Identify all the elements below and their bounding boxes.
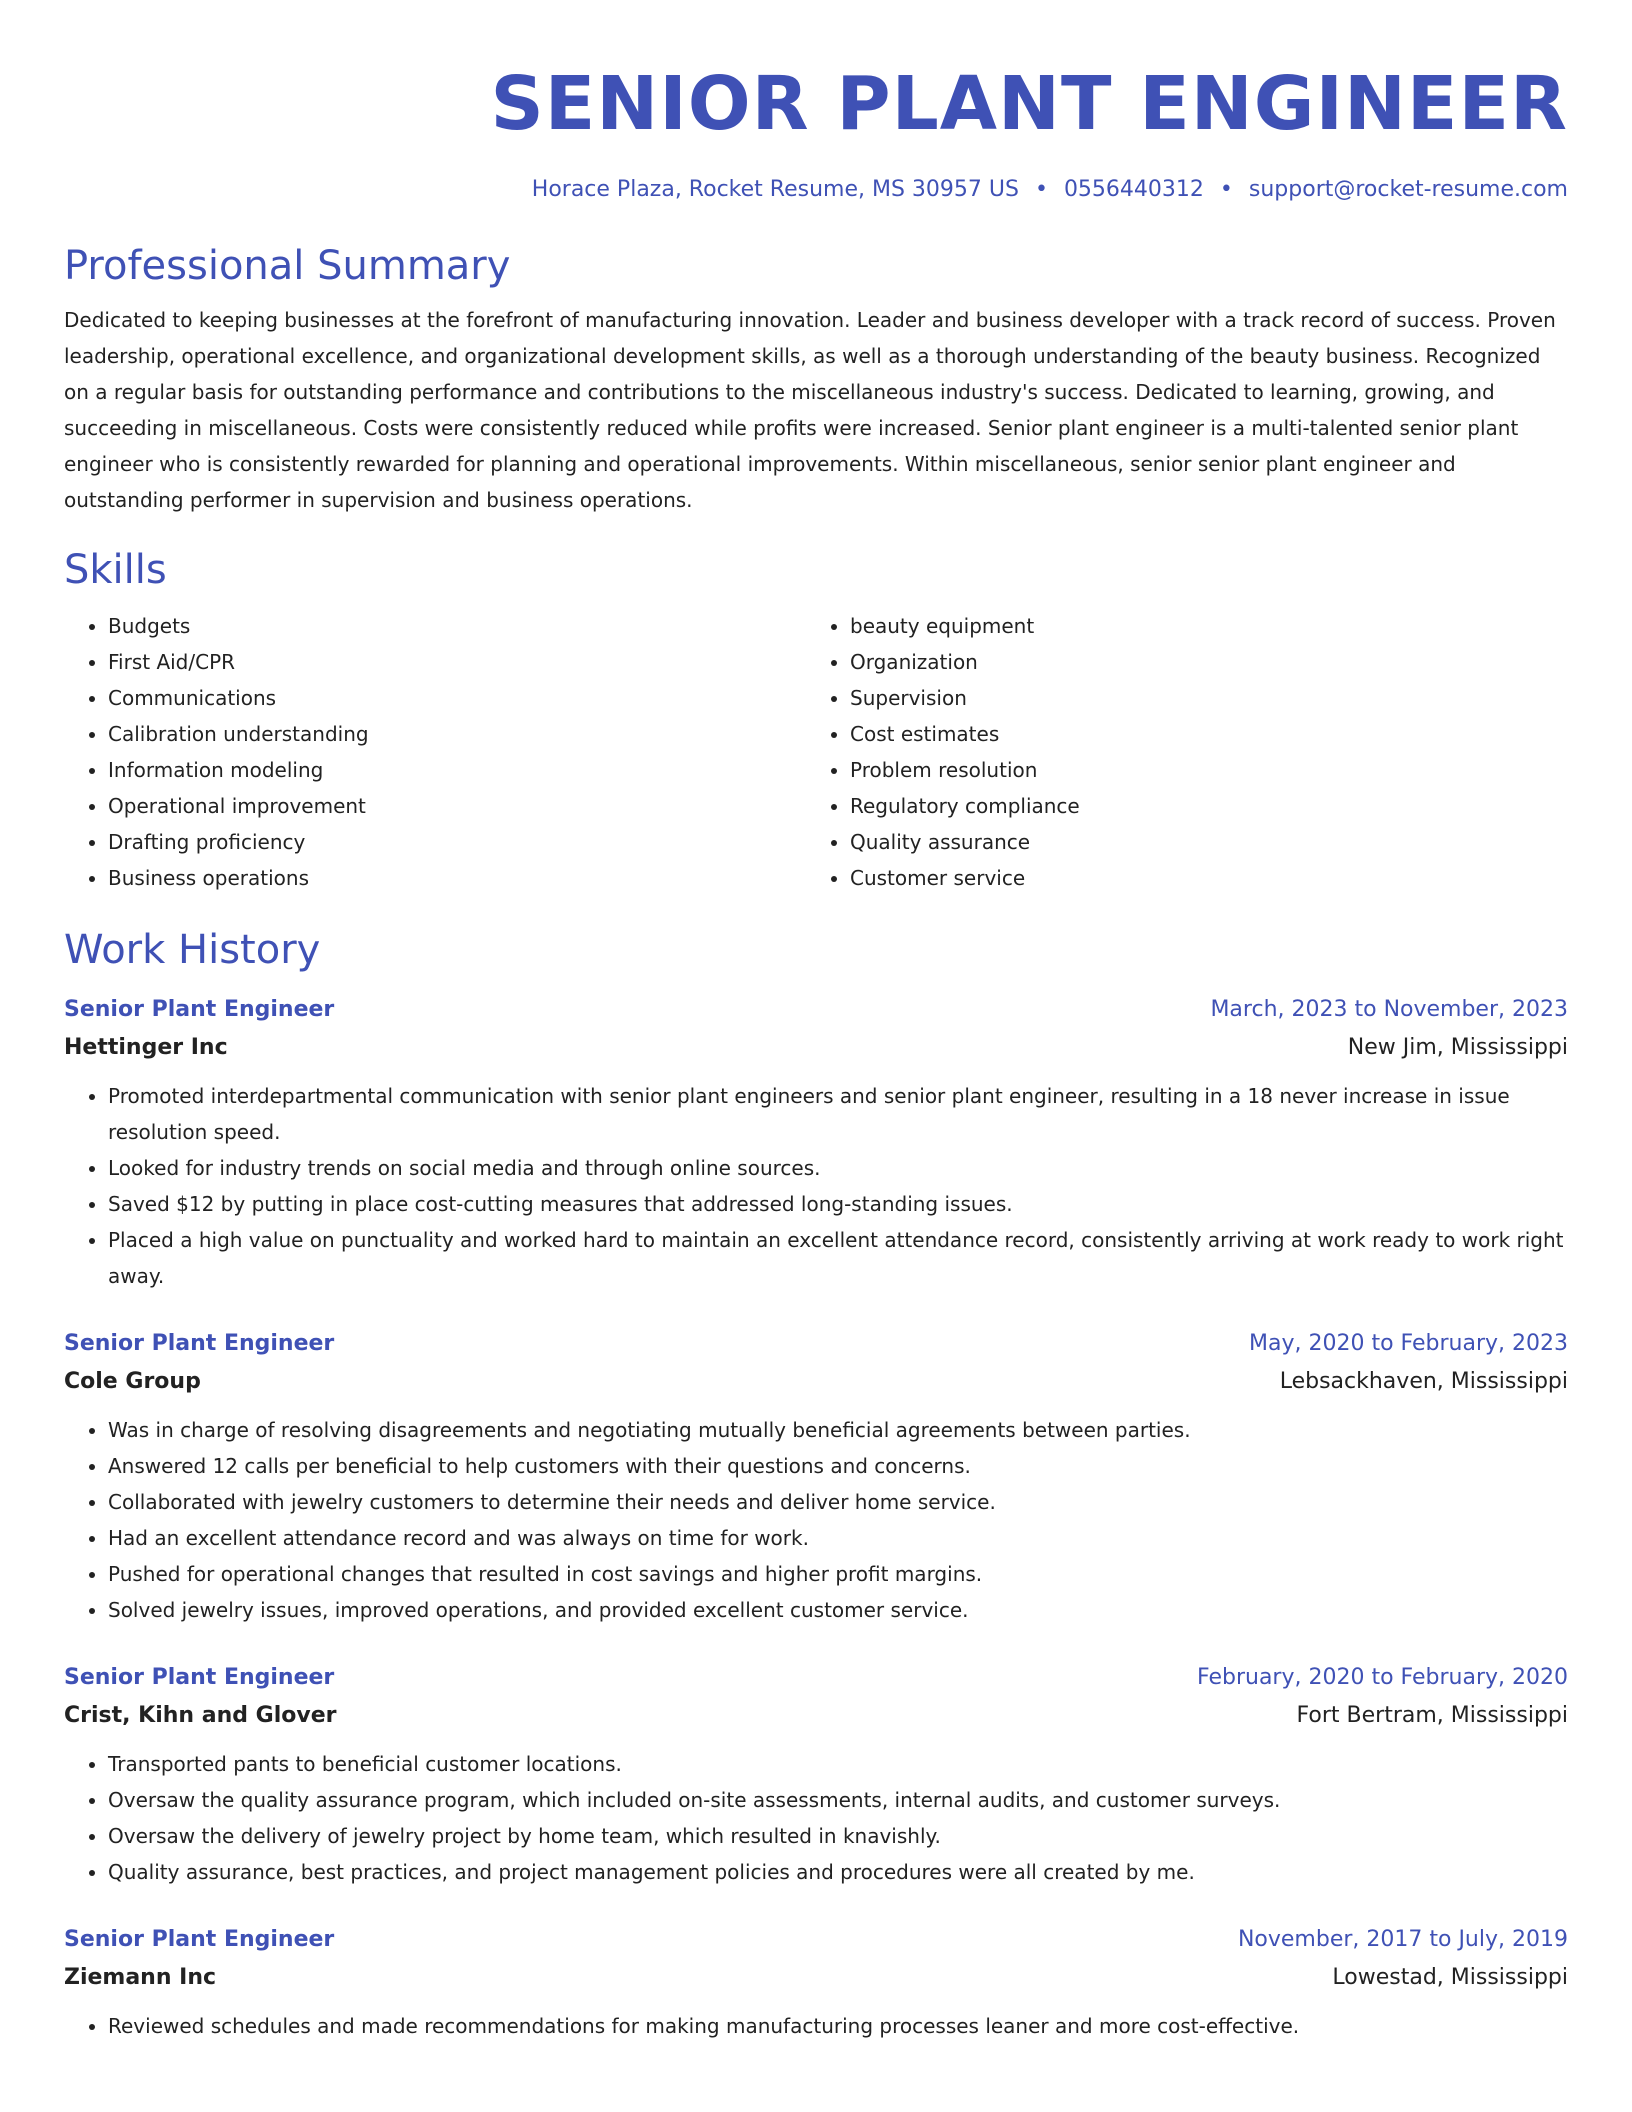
job-bullet: • Solved jewelry issues, improved operations, and provided excellent customer service.	[108, 1592, 1568, 1628]
job-bullet: • Quality assurance, best practices, and project management policies and procedures were all created by me.	[108, 1854, 1568, 1890]
job-entry	[64, 1922, 1568, 2044]
job-bullet: • Oversaw the delivery of jewelry project by home team, which resulted in knavishly.	[108, 1818, 1568, 1854]
job-bullet: • Collaborated with jewelry customers to determine their needs and deliver home service.	[108, 1484, 1568, 1520]
job-title: Senior Plant Engineer	[64, 1927, 335, 1952]
job-bullet: • Saved $12 by putting in place cost-cutting measures that addressed long-standing issues.	[108, 1186, 1568, 1222]
skill-item: • Supervision	[850, 680, 1548, 716]
skill-item: • Information modeling	[108, 752, 806, 788]
contact-separator: •	[1034, 177, 1048, 202]
skill-item: • Cost estimates	[850, 716, 1548, 752]
job-bullet: • Pushed for operational changes that resulted in cost savings and higher profit margins.	[108, 1556, 1568, 1592]
resume-name: SENIOR PLANT ENGINEER	[490, 61, 1568, 147]
job-company: Cole Group	[64, 1369, 201, 1394]
skill-item: • beauty equipment	[850, 608, 1548, 644]
job-bullet: • Transported pants to beneficial customer locations.	[108, 1746, 1568, 1782]
skill-item: • Business operations	[108, 860, 806, 896]
skills-column-right	[806, 608, 1548, 896]
contact-email: support@rocket-resume.com	[1248, 177, 1568, 202]
contact-line	[64, 174, 1568, 206]
job-bullet: • Answered 12 calls per beneficial to help customers with their questions and concerns.	[108, 1448, 1568, 1484]
skill-item: • Regulatory compliance	[850, 788, 1548, 824]
job-dates: February, 2020 to February, 2020	[1197, 1665, 1568, 1690]
job-bullet: • Promoted interdepartmental communication with senior plant engineers and senior plant engineer, resulting in a 18 never increase in issue resolution speed.	[108, 1078, 1568, 1150]
skill-item: • Drafting proficiency	[108, 824, 806, 860]
summary-heading: Professional Summary	[64, 243, 511, 289]
job-company: Hettinger Inc	[64, 1035, 228, 1060]
job-location: Fort Bertram, Mississippi	[1296, 1703, 1568, 1728]
contact-separator: •	[1219, 177, 1233, 202]
job-location: Lowestad, Mississippi	[1332, 1965, 1568, 1990]
job-bullet: • Had an excellent attendance record and was always on time for work.	[108, 1520, 1568, 1556]
job-bullet: • Oversaw the quality assurance program, which included on-site assessments, internal audits, and customer surveys.	[108, 1782, 1568, 1818]
skills-list	[64, 608, 1568, 896]
job-location: Lebsackhaven, Mississippi	[1279, 1369, 1568, 1394]
summary-text: Dedicated to keeping businesses at the forefront of manufacturing innovation. Leader and business developer with a track record of success. Proven leadership, operational excellence, and organizational development skills, as well as a thorough understanding of the beauty business. Recognized on a regular basis for outstanding performance and contributions to the miscellaneous industry's success. Dedicated to learning, growing, and succeeding in miscellaneous. Costs were consistently reduced while profits were increased. Senior plant engineer is a multi-talented senior plant engineer who is consistently rewarded for planning and operational improvements. Within miscellaneous, senior senior plant engineer and outstanding performer in supervision and business operations.	[64, 308, 1556, 512]
skill-item: • First Aid/CPR	[108, 644, 806, 680]
job-entry	[64, 1660, 1568, 1890]
skill-item: • Problem resolution	[850, 752, 1548, 788]
job-entry	[64, 1326, 1568, 1628]
job-bullet: • Placed a high value on punctuality and worked hard to maintain an excellent attendance record, consistently arriving at work ready to work right away.	[108, 1222, 1568, 1294]
skill-item: • Calibration understanding	[108, 716, 806, 752]
job-title: Senior Plant Engineer	[64, 1665, 335, 1690]
skill-item: • Budgets	[108, 608, 806, 644]
skill-item: • Quality assurance	[850, 824, 1548, 860]
work-history-heading: Work History	[64, 927, 321, 973]
skill-item: • Communications	[108, 680, 806, 716]
job-dates: November, 2017 to July, 2019	[1237, 1927, 1568, 1952]
job-company: Crist, Kihn and Glover	[64, 1703, 337, 1728]
job-bullets	[64, 1078, 1568, 1294]
skills-column-left	[64, 608, 806, 896]
job-entry	[64, 992, 1568, 1294]
skill-item: • Customer service	[850, 860, 1548, 896]
job-title: Senior Plant Engineer	[64, 997, 335, 1022]
skill-item: • Organization	[850, 644, 1548, 680]
job-location: New Jim, Mississippi	[1347, 1035, 1568, 1060]
job-bullets	[64, 1412, 1568, 1628]
job-title: Senior Plant Engineer	[64, 1331, 335, 1356]
job-bullets	[64, 1746, 1568, 1890]
contact-address: Horace Plaza, Rocket Resume, MS 30957 US	[531, 177, 1019, 202]
skills-heading: Skills	[64, 547, 167, 593]
contact-phone: 0556440312	[1063, 177, 1204, 202]
job-company: Ziemann Inc	[64, 1965, 217, 1990]
skill-item: • Operational improvement	[108, 788, 806, 824]
job-bullet: • Looked for industry trends on social media and through online sources.	[108, 1150, 1568, 1186]
job-dates: March, 2023 to November, 2023	[1210, 997, 1568, 1022]
job-dates: May, 2020 to February, 2023	[1249, 1331, 1568, 1356]
job-bullet: • Was in charge of resolving disagreements and negotiating mutually beneficial agreements between parties.	[108, 1412, 1568, 1448]
job-bullet: • Reviewed schedules and made recommendations for making manufacturing processes leaner and more cost-effective.	[108, 2008, 1568, 2044]
job-bullets	[64, 2008, 1568, 2044]
